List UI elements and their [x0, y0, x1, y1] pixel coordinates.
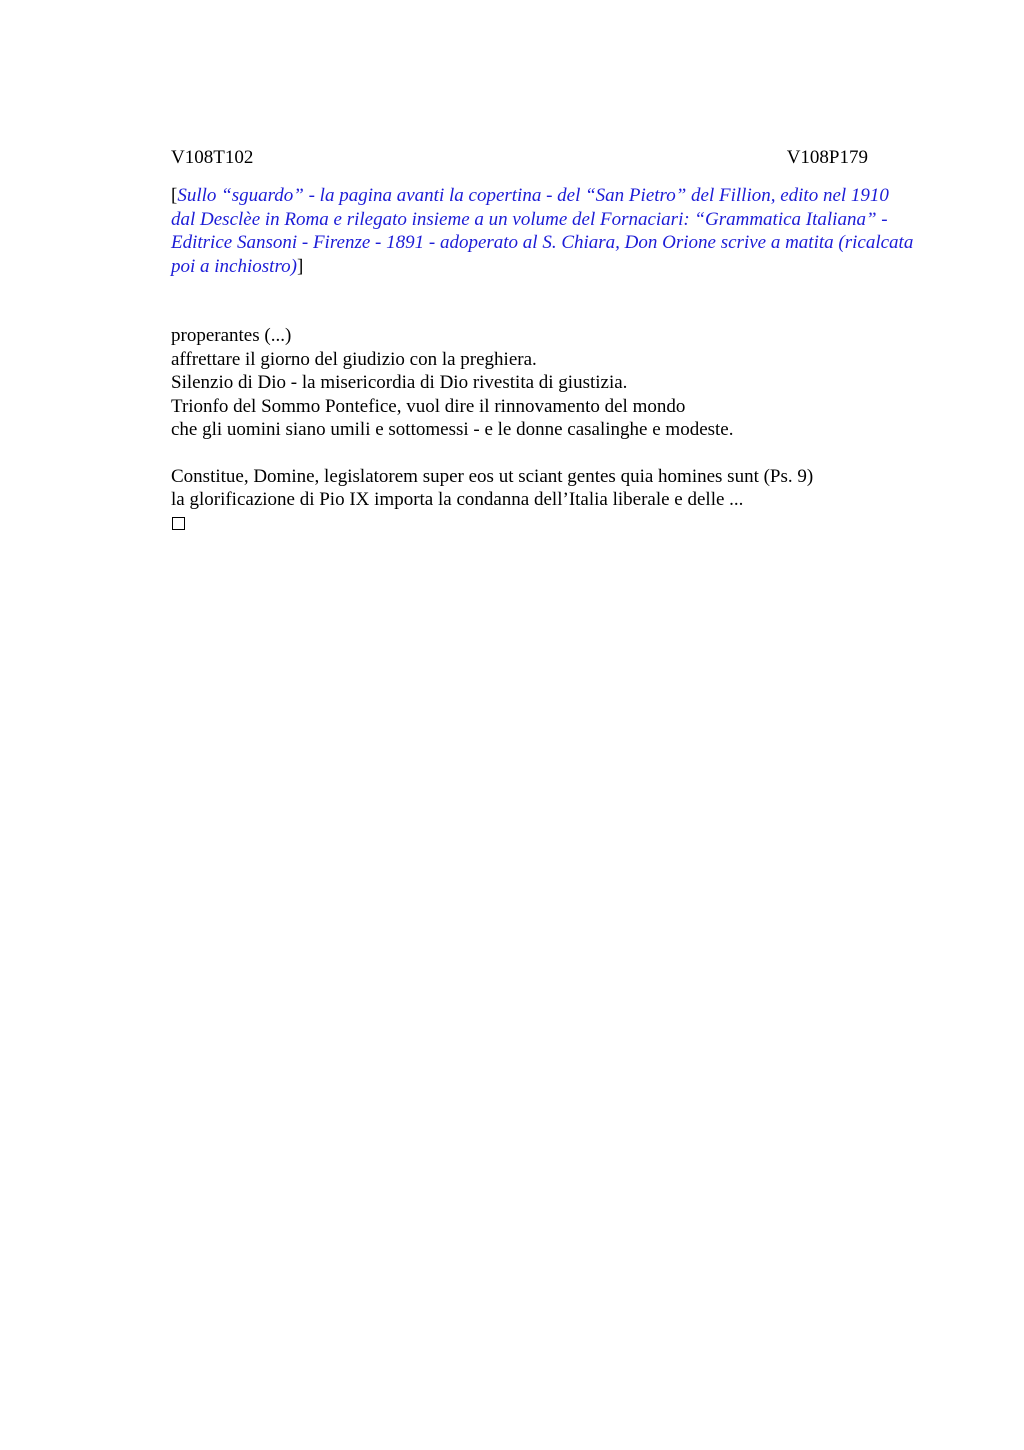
document-code-left: V108T102: [171, 147, 254, 168]
text-block-1: [171, 324, 915, 442]
text-line: Constitue, Domine, legislatorem super eos ut sciant gentes quia homines sunt (Ps. 9): [171, 465, 814, 487]
text-line: affrettare il giorno del giudizio con la preghiera.: [171, 348, 537, 370]
text-line: la glorificazione di Pio IX importa la condanna dell’Italia liberale e delle ...: [171, 489, 744, 510]
page-header: [171, 146, 868, 170]
document-page: [171, 146, 915, 530]
text-block-2: [171, 465, 915, 530]
document-code-right: V108P179: [786, 147, 868, 168]
editorial-note: [171, 184, 915, 278]
text-line: Trionfo del Sommo Pontefice, vuol dire il rinnovamento del mondo: [171, 395, 686, 417]
text-line: Silenzio di Dio - la misericordia di Dio rivestita di giustizia.: [171, 372, 628, 393]
text-line: che gli uomini siano umili e sottomessi - e le donne casalinghe e modeste.: [171, 419, 734, 440]
note-open-bracket: [: [171, 185, 178, 206]
note-close-bracket: ]: [296, 255, 304, 277]
note-text: Sullo “sguardo” - la pagina avanti la copertina - del “San Pietro” del Fillion, edito nel 1910 dal Desclèe in Roma e rilegato insieme a un volume del Fornaciari: “Grammatica Italiana” - Editrice Sansoni - Firenze - 1891 - adoperato al S. Chiara, Don Orione scrive a matita (ricalcata poi a inchiostro): [171, 185, 914, 277]
empty-square-icon: [172, 517, 185, 530]
text-line: properantes (...): [171, 325, 292, 346]
